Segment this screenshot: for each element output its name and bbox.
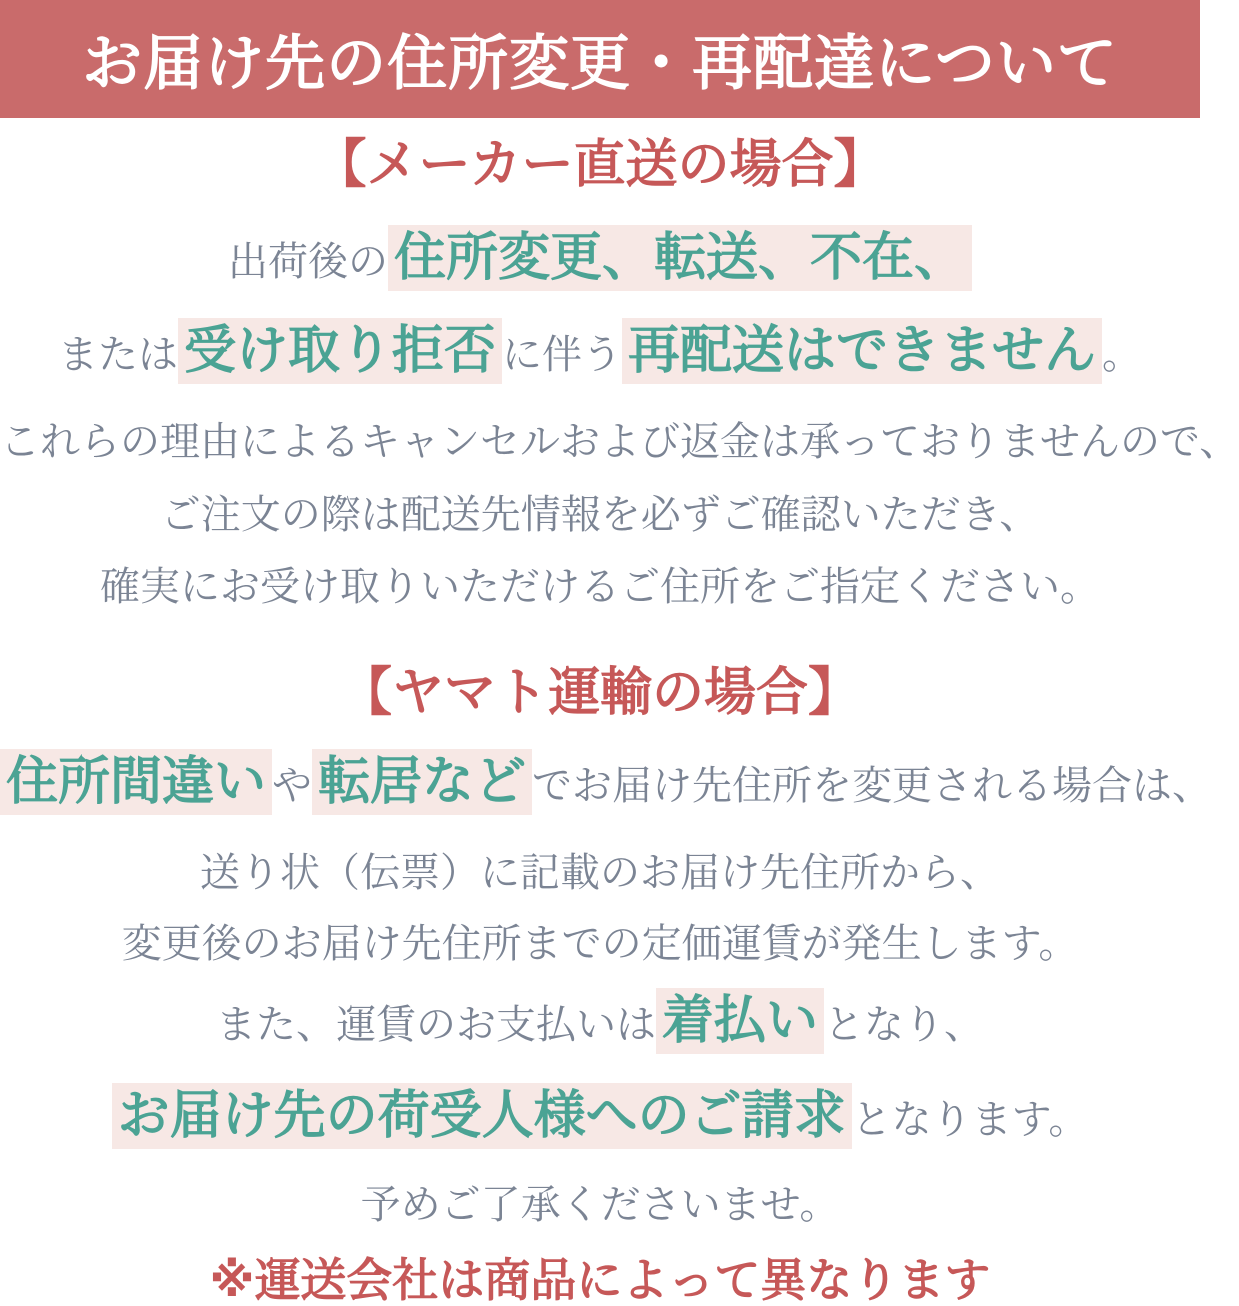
highlight-segment: 着払い [656, 988, 824, 1054]
header-banner [0, 0, 1200, 118]
text-segment: となり、 [824, 1003, 984, 1047]
text-line [0, 491, 1200, 548]
notice-content [0, 134, 1239, 1306]
text-line [0, 563, 1200, 620]
text-line [0, 989, 1200, 1066]
text-segment: となります。 [851, 1098, 1089, 1142]
text-segment: 確実にお受け取りいただけるご住所をご指定ください。 [100, 565, 1100, 609]
text-line [0, 418, 1239, 475]
text-segment: に伴う [502, 333, 622, 377]
section-heading-yamato: 【ヤマト運輸の場合】 [339, 664, 860, 722]
text-segment: 出荷後の [227, 240, 388, 284]
text-segment: 。 [1102, 333, 1143, 377]
text-line [0, 226, 1200, 303]
text-segment: ご注文の際は配送先情報を必ずご確認いただき、 [160, 493, 1040, 537]
text-line [0, 1181, 1200, 1238]
highlight-segment: 住所間違い [0, 749, 272, 815]
text-segment: でお届け先住所を変更される場合は、 [532, 764, 1213, 808]
text-segment: または [57, 333, 178, 377]
text-line [0, 849, 1200, 906]
text-segment: 変更後のお届け先住所までの定価運賃が発生します。 [121, 922, 1079, 966]
text-segment: これらの理由によるキャンセルおよび返金は承っておりませんので、 [0, 420, 1239, 464]
text-line [0, 750, 1213, 827]
highlight-segment: 受け取り拒否 [178, 318, 502, 384]
highlight-segment: 住所変更、転送、不在、 [388, 225, 972, 291]
text-segment: 送り状（伝票）に記載のお届け先住所から、 [200, 851, 1000, 895]
text-segment: や [272, 764, 313, 808]
text-segment: また、運賃のお支払いは [215, 1003, 656, 1047]
highlight-segment: 転居など [312, 749, 532, 815]
text-line [0, 319, 1200, 396]
text-line [0, 1084, 1200, 1161]
text-segment: 予めご了承くださいませ。 [360, 1183, 840, 1227]
carrier-disclaimer-note: ※運送会社は商品によって異なります [209, 1254, 991, 1306]
highlight-segment: お届け先の荷受人様へのご請求 [112, 1083, 852, 1149]
highlight-segment: 再配送はできません [622, 318, 1102, 384]
section-heading-maker-direct: 【メーカー直送の場合】 [314, 136, 886, 194]
page-title: お届け先の住所変更・再配達について [82, 30, 1118, 97]
text-line [0, 920, 1200, 977]
